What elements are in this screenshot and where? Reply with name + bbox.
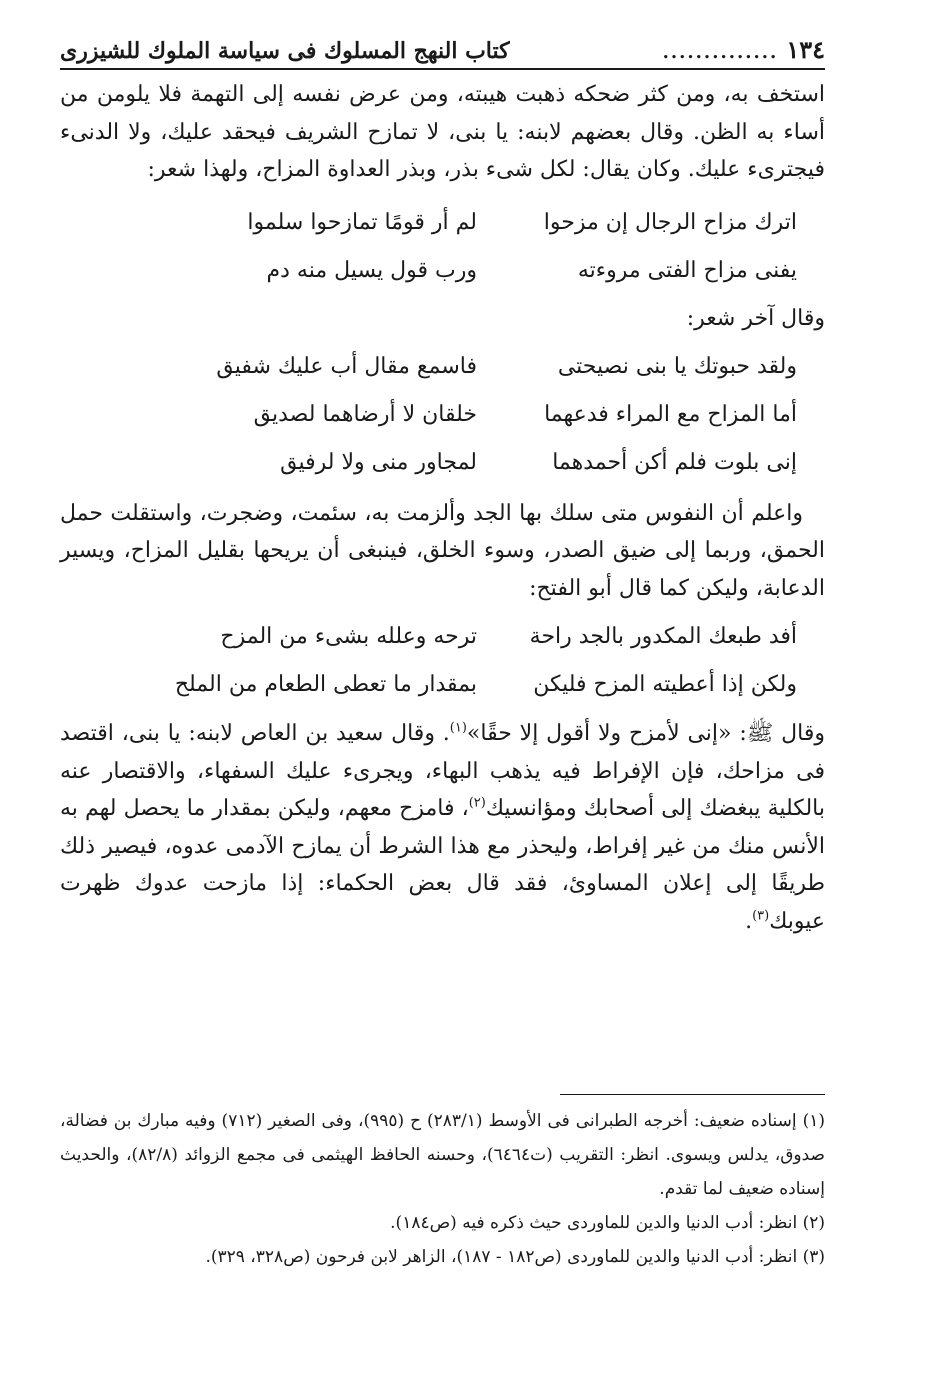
paragraph-3-part-b: . وقال سعيد بن العاص لابنه: يا بنى، اقتصد فى مزاحك، فإن الإفراط فيه يذهب البهاء، ويجرىء عليك السفهاء، والاقتصار عنه بالكلية يبغضك إلى أصحابك ومؤانسيك: [60, 721, 825, 821]
verse-line: [60, 391, 797, 439]
footnote-3: (٣) انظر: أدب الدنيا والدين للماوردى (ص١٨٢ - ١٨٧)، الزاهر لابن فرحون (ص٣٢٨، ٣٢٩).: [205, 1247, 825, 1267]
footnote-ref-3: (٣): [752, 908, 770, 924]
verse-second-hemistich: خلقان لا أرضاهما لصديق: [253, 401, 477, 427]
verse-line: [60, 613, 797, 661]
paragraph-3: [60, 715, 825, 940]
poem-3: [60, 613, 825, 709]
verse-line: [60, 247, 797, 295]
footnote-2: (٢) انظر: أدب الدنيا والدين للماوردى حيث ذكره فيه (ص١٨٤).: [390, 1213, 825, 1233]
verse-line: [60, 661, 797, 709]
running-header: [60, 35, 825, 70]
paragraph-3-end: .: [745, 908, 753, 934]
verse-line: [60, 199, 797, 247]
verse-first-hemistich: ولكن إذا أعطيته المزح فليكن: [533, 672, 797, 697]
verse-first-hemistich: يفنى مزاح الفتى مروءته: [577, 257, 797, 283]
verse-second-hemistich: لم أر قومًا تمازحوا سلموا: [247, 209, 477, 235]
poem-1: [60, 199, 825, 295]
verse-first-hemistich: إنى بلوت فلم أكن أحمدهما: [552, 449, 797, 475]
verse-second-hemistich: لمجاور منى ولا لرفيق: [280, 449, 477, 475]
poem-2: [60, 343, 825, 487]
paragraph-3-part-c: ، فامزح معهم، وليكن بمقدار ما يحصل لهم به الأنس منك من غير إفراط، وليحذر مع هذا الشرط أن يمازح الآدمى عدوه، فيصير ذلك طريقًا إلى إعلان المساوئ، فقد قال بعض الحكماء: إذا مازحت عدوك ظهرت عيوبك: [60, 796, 825, 934]
footnote-1: (١) إسناده ضعيف: أخرجه الطبرانى فى الأوسط (٢٨٣/١) ح (٩٩٥)، وفى الصغير (٧١٢) وفيه مبارك بن فضالة، صدوق، يدلس ويسوى. انظر: التقريب (ت٦٤٦٤)، وحسنه الحافظ الهيثمى فى مجمع الزوائد (٨٢/٨)، والحديث إسناده ضعيف لما تقدم.: [60, 1111, 826, 1199]
paragraph-3-part-a: وقال ﷺ: «إنى لأمزح ولا أقول إلا حقًا»: [466, 721, 825, 746]
verse-line: [60, 343, 797, 391]
verse-second-hemistich: فاسمع مقال أب عليك شفيق: [216, 353, 477, 379]
verse-line: [60, 439, 797, 487]
page-number: ١٣٤: [786, 35, 825, 64]
verse-first-hemistich: أما المزاح مع المراء فدعهما: [544, 401, 797, 427]
poem-2-intro: وقال آخر شعر:: [686, 305, 825, 331]
header-dots: ..............: [662, 42, 779, 63]
footnote-separator: [560, 1094, 825, 1095]
verse-first-hemistich: ولقد حبوتك يا بنى نصيحتى: [557, 353, 797, 379]
paragraph-2: واعلم أن النفوس متى سلك بها الجد وألزمت به، سئمت، وضجرت، واستقلت حمل الحمق، وربما إلى ضيق الصدر، وسوء الخلق، فينبغى أن يريحها بقليل المزاح، ويسير الدعابة، وليكن كما قال أبو الفتح:: [60, 500, 825, 601]
page-body: [60, 35, 825, 940]
verse-first-hemistich: اترك مزاح الرجال إن مزحوا: [543, 209, 797, 235]
verse-second-hemistich: ترحه وعلله بشىء من المزح: [220, 624, 477, 649]
verse-second-hemistich: ورب قول يسيل منه دم: [266, 257, 477, 283]
footnotes: [60, 1104, 825, 1274]
footnote-ref-2: (٢): [468, 795, 486, 811]
book-title: كتاب النهج المسلوك فى سياسة الملوك للشيزرى: [60, 38, 510, 64]
footnote-ref-1: (١): [449, 720, 467, 736]
paragraph-1: استخف به، ومن كثر ضحكه ذهبت هيبته، ومن عرض نفسه إلى التهمة فلا يلومن من أساء به الظن. وقال بعضهم لابنه: يا بنى، لا تمازح الشريف فيحقد عليك، ولا الدنىء فيجترىء عليك. وكان يقال: لكل شىء بذر، وبذر العداوة المزاح، ولهذا شعر:: [60, 82, 826, 182]
verse-second-hemistich: بمقدار ما تعطى الطعام من الملح: [174, 672, 477, 697]
verse-first-hemistich: أفد طبعك المكدور بالجد راحة: [529, 624, 797, 649]
